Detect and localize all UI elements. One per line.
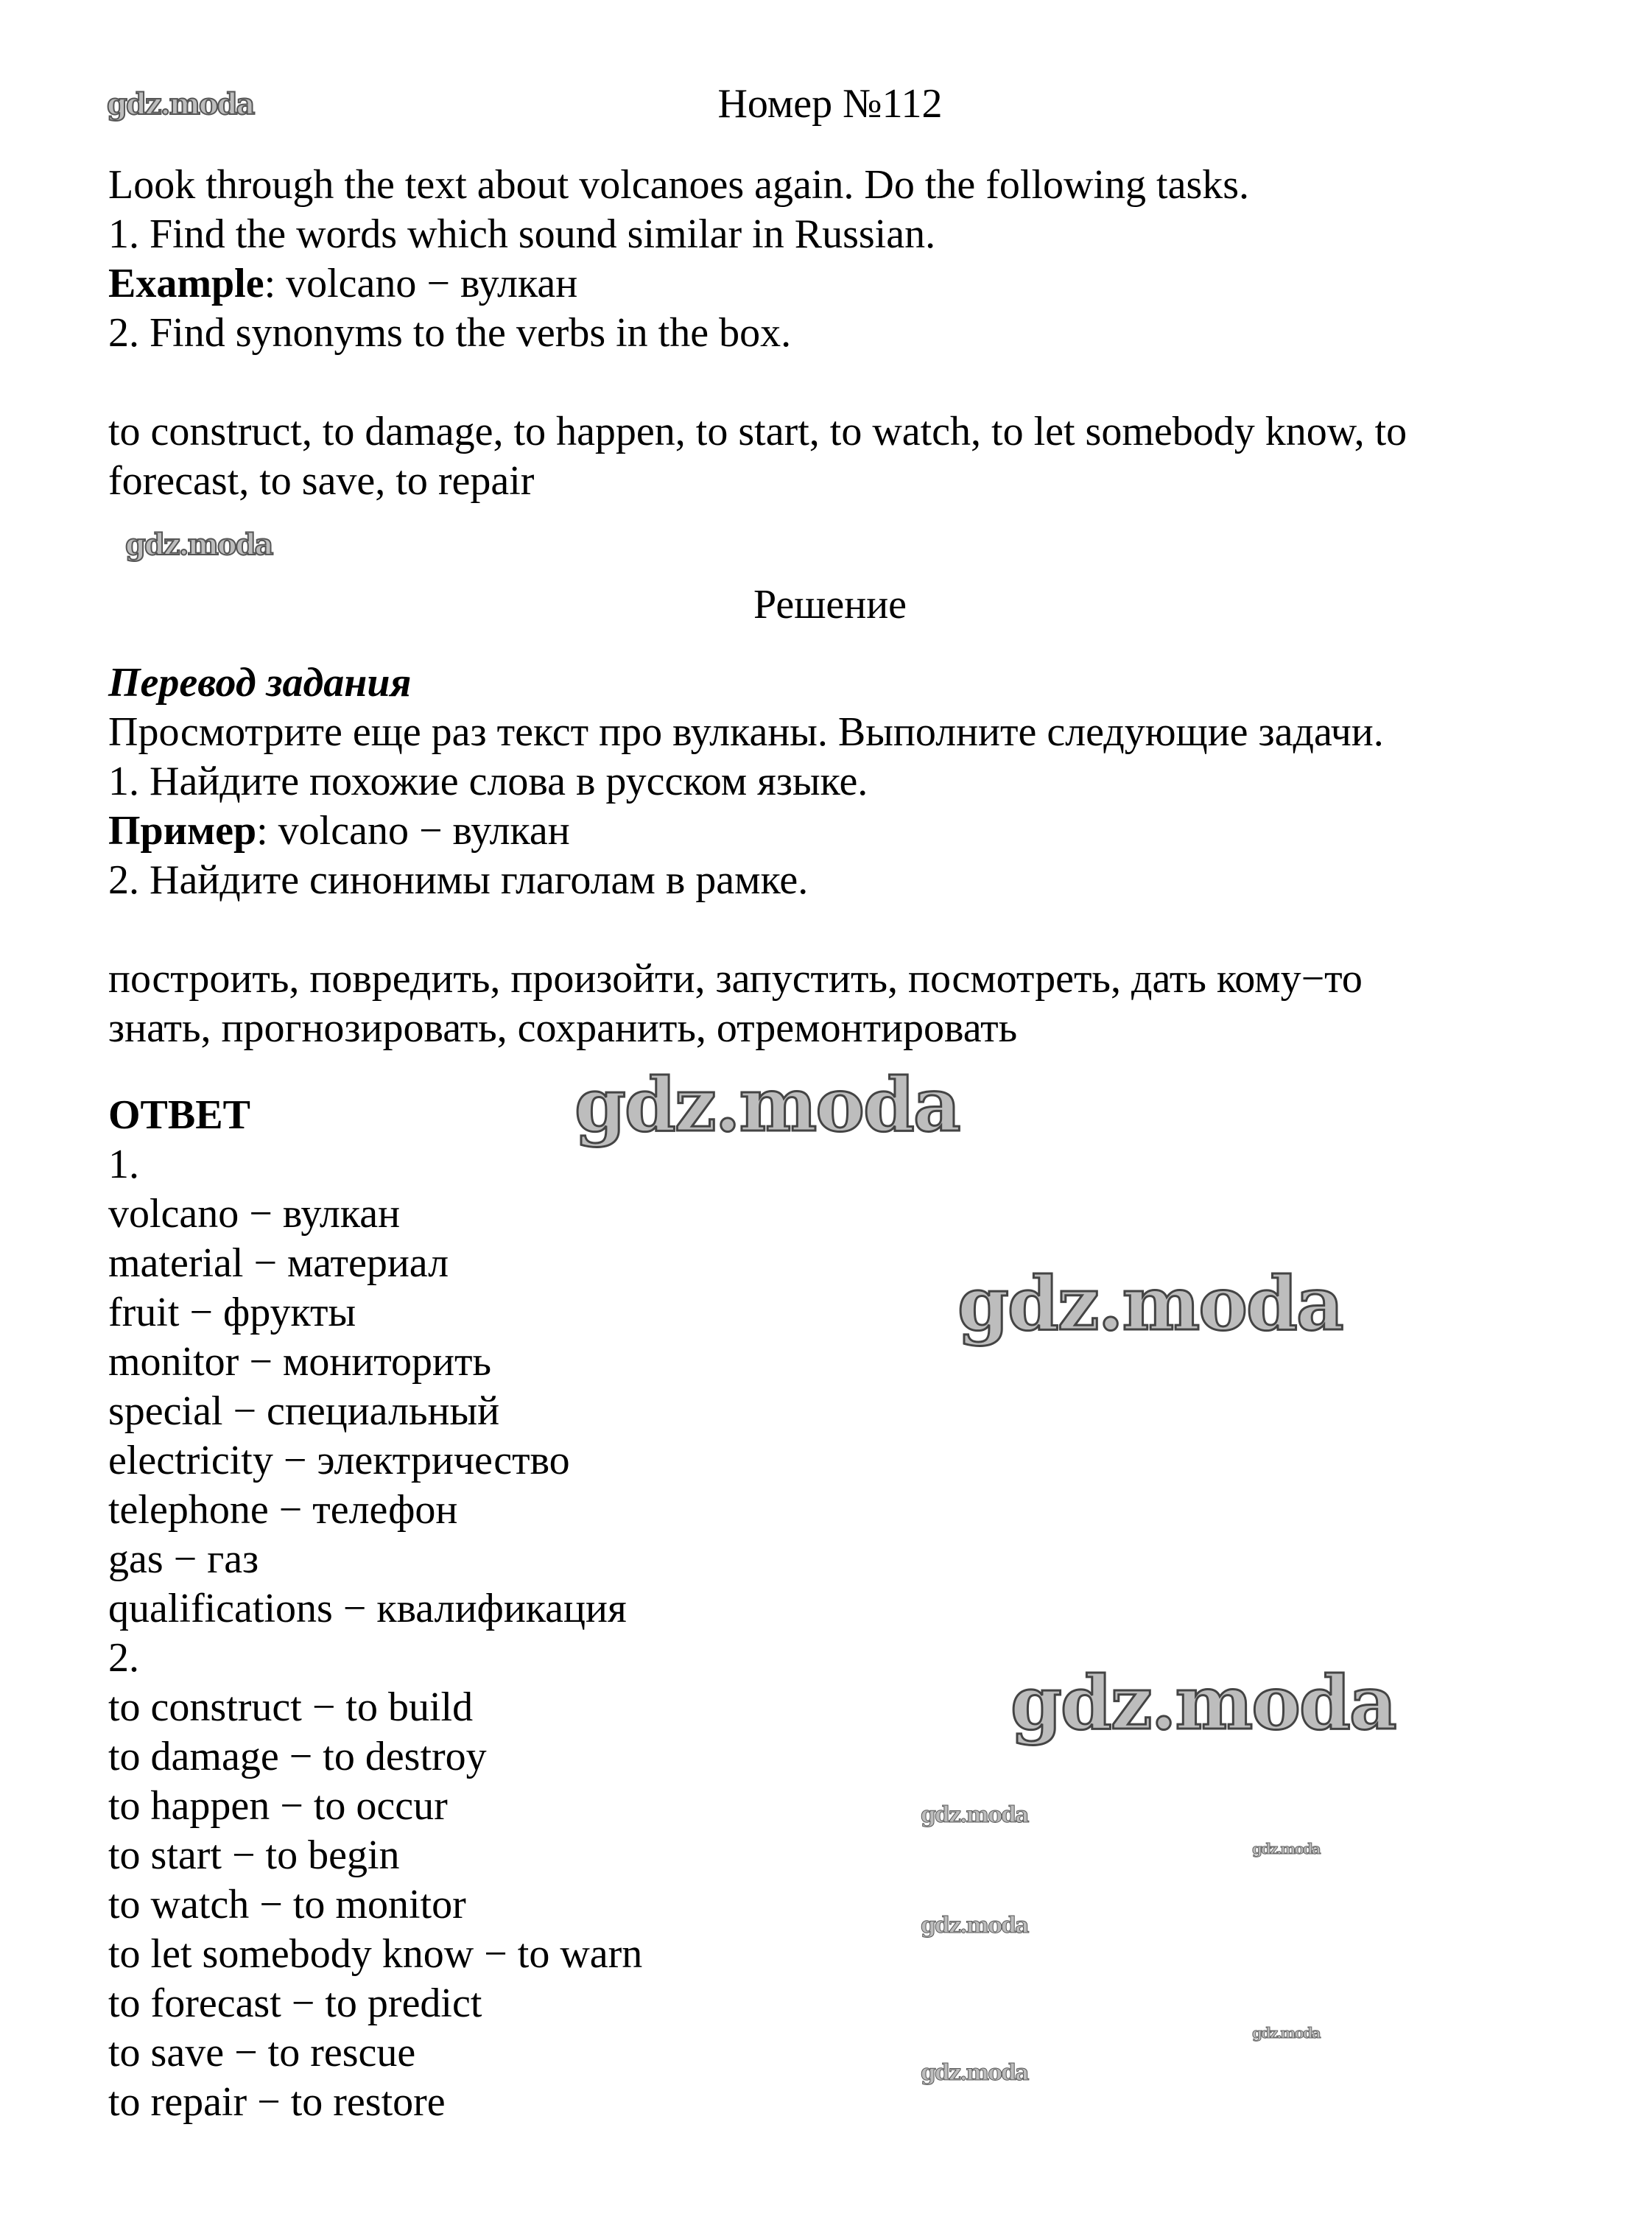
- answer-line: to damage − to destroy: [108, 1734, 487, 1779]
- answer-line: to happen − to occur: [108, 1783, 448, 1829]
- answer-line: to repair − to restore: [108, 2079, 446, 2125]
- watermark-logo: gdz.moda: [921, 1913, 1028, 1939]
- translation-item-1: 1. Найдите похожие слова в русском языке.: [108, 759, 868, 804]
- answer-line: to start − to begin: [108, 1832, 400, 1878]
- translation-box-line-2: знать, прогнозировать, сохранить, отремонтировать: [108, 1005, 1018, 1051]
- watermark-logo: gdz.moda: [125, 527, 273, 562]
- answer-line: special − специальный: [108, 1388, 500, 1434]
- watermark-logo: gdz.moda: [1252, 1840, 1320, 1857]
- answer-line: material − материал: [108, 1240, 449, 1286]
- watermark-logo: gdz.moda: [921, 2060, 1028, 2086]
- answer-line: electricity − электричество: [108, 1438, 570, 1483]
- task-intro: Look through the text about volcanoes again. Do the following tasks.: [108, 162, 1250, 208]
- answer-line: to watch − to monitor: [108, 1882, 466, 1927]
- watermark-logo: gdz.moda: [1010, 1659, 1396, 1746]
- translation-example-label: Пример: [108, 808, 257, 854]
- answer-line: to forecast − to predict: [108, 1980, 482, 2026]
- answer-part-1-label: 1.: [108, 1142, 139, 1187]
- answer-line: to let somebody know − to warn: [108, 1931, 643, 1977]
- answer-line: qualifications − квалификация: [108, 1586, 627, 1631]
- page-title: Номер №112: [717, 81, 943, 127]
- watermark-logo: gdz.moda: [107, 87, 254, 122]
- watermark-logo: gdz.moda: [1252, 2024, 1320, 2042]
- example-text: : volcano − вулкан: [264, 261, 578, 306]
- translation-heading: Перевод задания: [108, 660, 412, 706]
- translation-example-text: : volcano − вулкан: [256, 808, 570, 854]
- answer-line: volcano − вулкан: [108, 1191, 401, 1237]
- translation-box-line-1: построить, повредить, произойти, запустить, посмотреть, дать кому−то: [108, 956, 1363, 1002]
- task-item-2: 2. Find synonyms to the verbs in the box.: [108, 310, 792, 356]
- translation-example: [108, 806, 1552, 856]
- answer-line: monitor − мониторить: [108, 1339, 491, 1385]
- answer-line: to save − to rescue: [108, 2030, 416, 2075]
- verb-box-line-1: to construct, to damage, to happen, to start, to watch, to let somebody know, to: [108, 409, 1407, 454]
- answer-line: gas − газ: [108, 1536, 259, 1582]
- watermark-logo: gdz.moda: [921, 1802, 1028, 1828]
- translation-intro: Просмотрите еще раз текст про вулканы. Выполните следующие задачи.: [108, 709, 1384, 755]
- solution-heading: Решение: [753, 582, 907, 628]
- translation-item-2: 2. Найдите синонимы глаголам в рамке.: [108, 857, 809, 903]
- answer-line: fruit − фрукты: [108, 1290, 356, 1335]
- verb-box-line-2: forecast, to save, to repair: [108, 458, 535, 504]
- answer-line: telephone − телефон: [108, 1487, 458, 1533]
- answer-line: to construct − to build: [108, 1684, 474, 1730]
- task-item-1: 1. Find the words which sound similar in Russian.: [108, 211, 936, 257]
- answer-part-2-label: 2.: [108, 1635, 139, 1681]
- example-label: Example: [108, 261, 264, 306]
- answer-heading: ОТВЕТ: [108, 1092, 250, 1138]
- watermark-logo: gdz.moda: [957, 1260, 1343, 1347]
- watermark-logo: gdz.moda: [574, 1061, 960, 1148]
- task-example: [108, 259, 1552, 309]
